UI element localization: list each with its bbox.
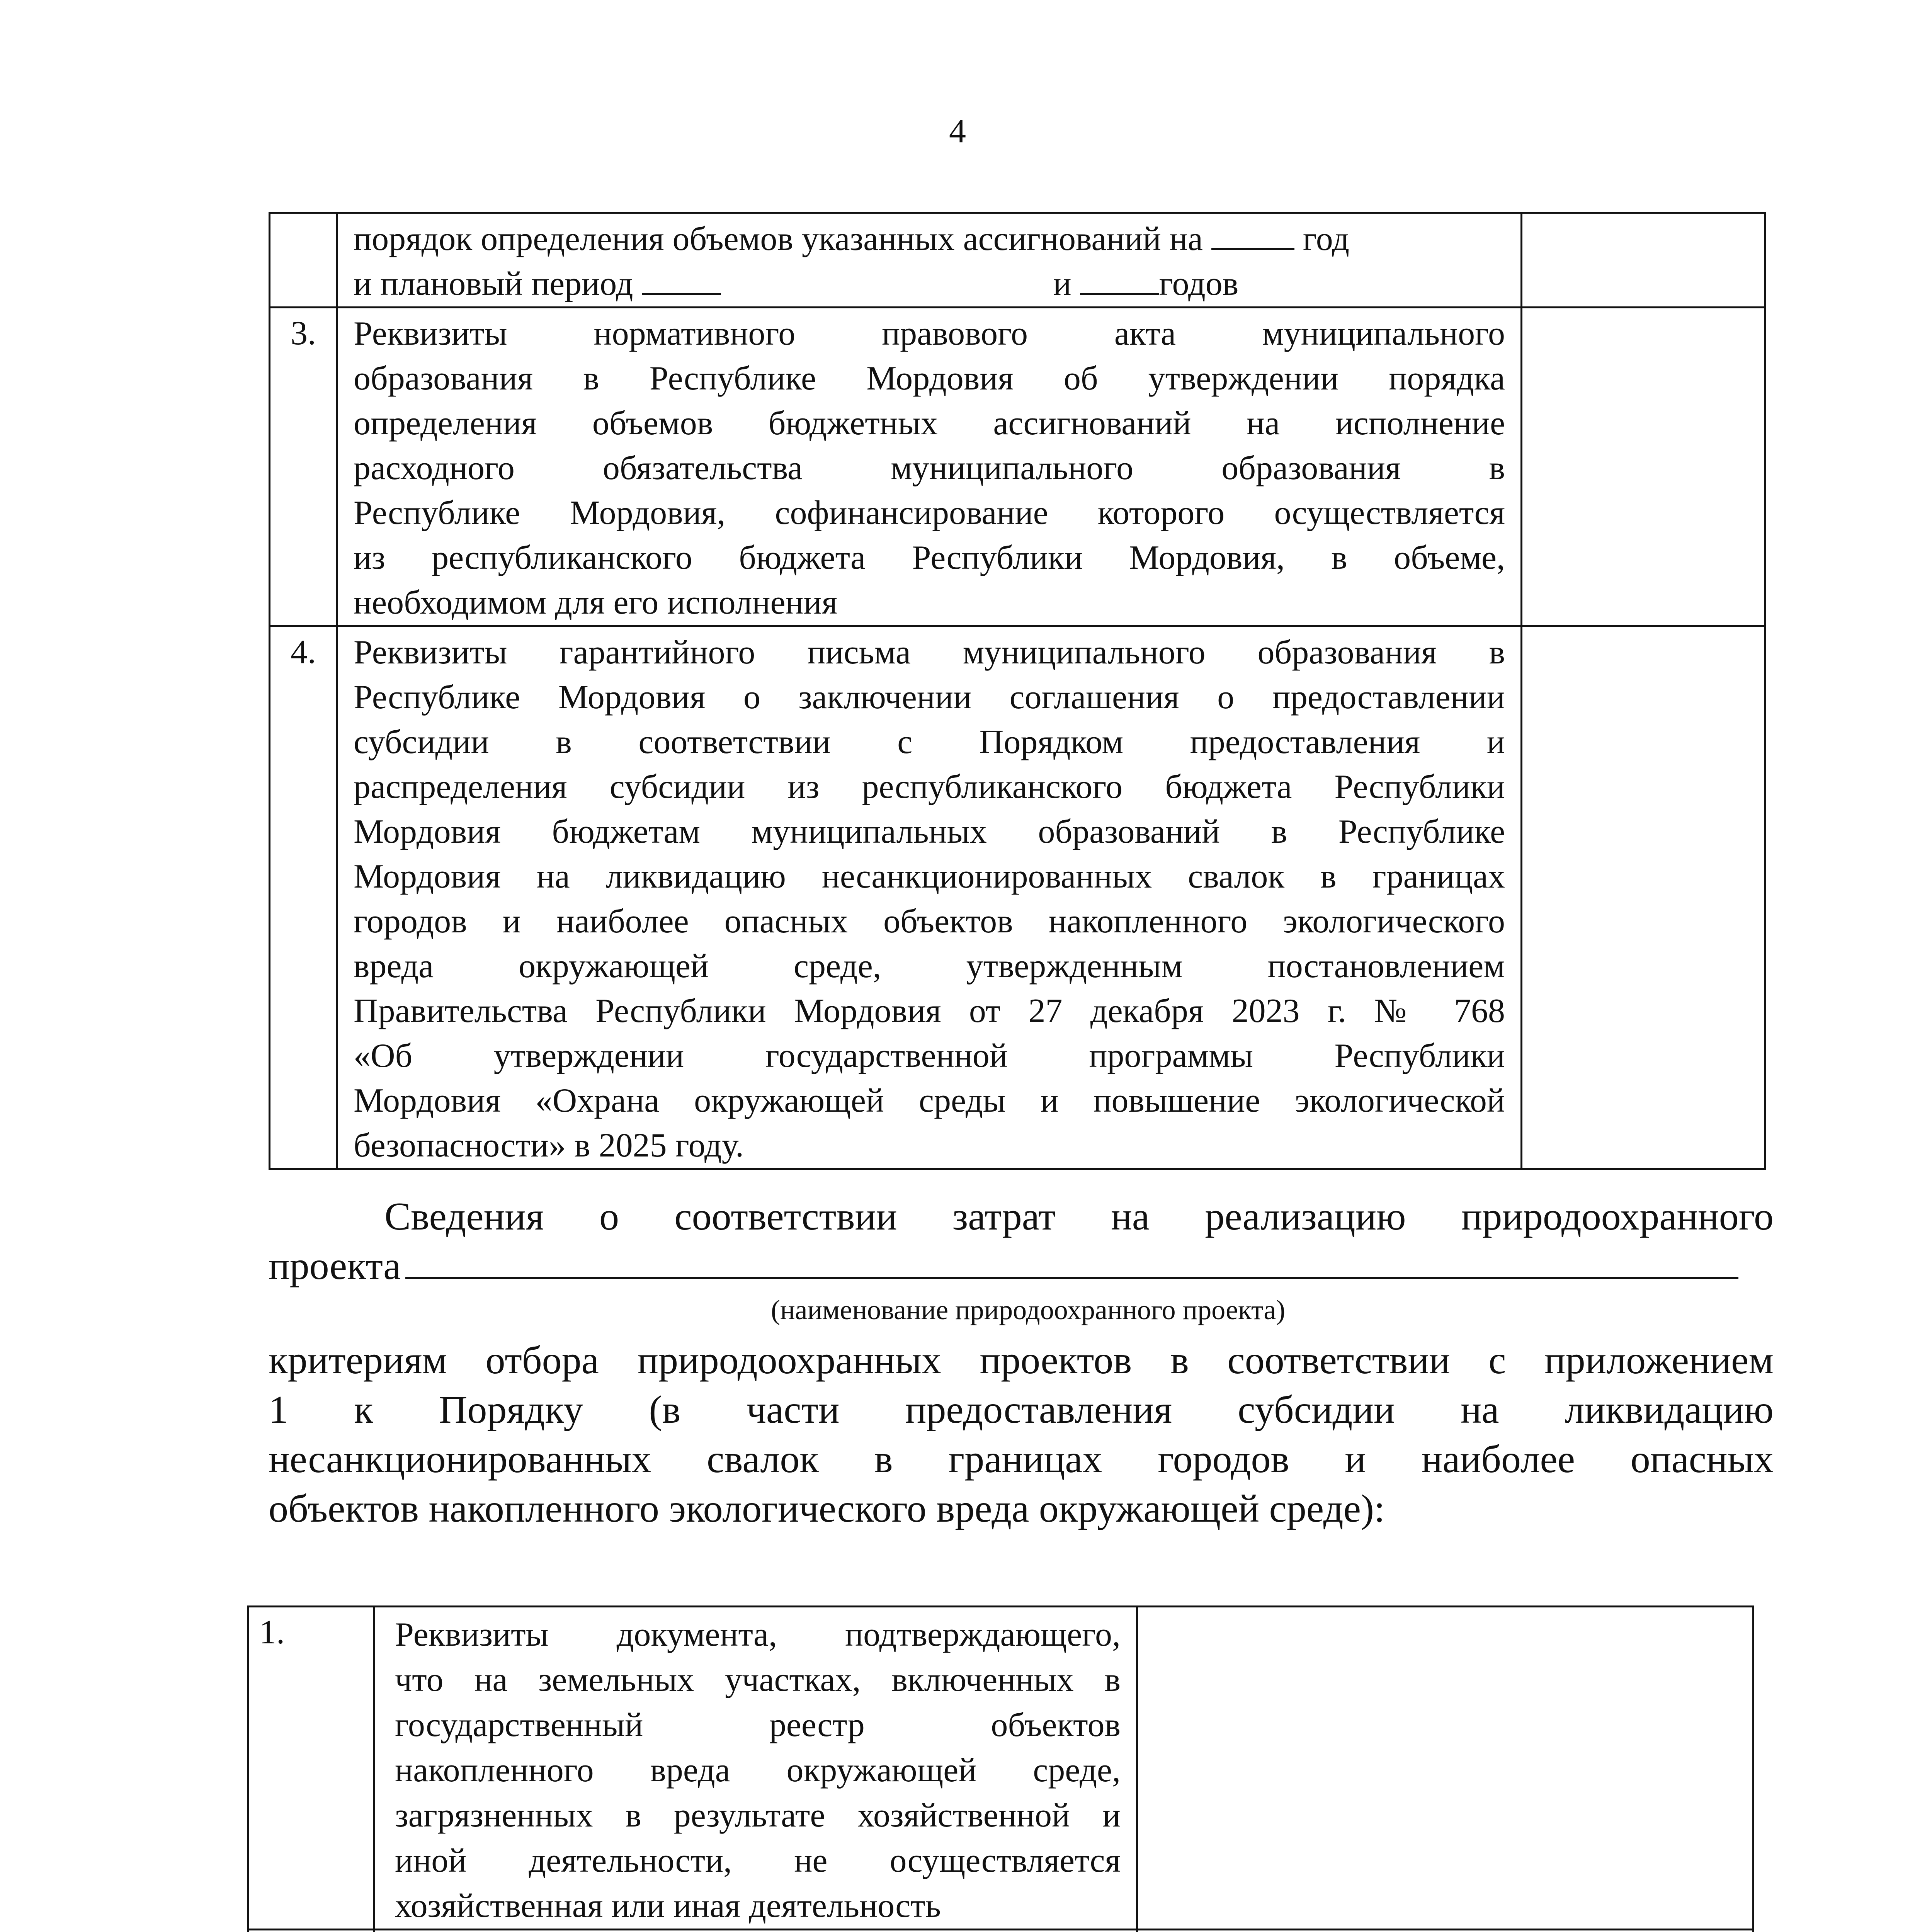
row-description-cell: [337, 626, 1522, 1169]
description-line: необходимом для его исполнения: [354, 584, 838, 621]
description-line: городов и наиболее опасных объектов накопленного экологического: [354, 903, 1505, 940]
description-line: образования в Республике Мордовия об утверждении порядка: [354, 360, 1505, 397]
description-line: безопасности» в 2025 году.: [354, 1127, 744, 1164]
description-line: Мордовия бюджетам муниципальных образований в Республике: [354, 813, 1505, 850]
row-number-cell: [248, 1930, 374, 1932]
project-name-caption: (наименование природоохранного проекта): [771, 1294, 1286, 1325]
description-line: Реквизиты документа, подтверждающего,: [395, 1616, 1121, 1653]
row-description-cell: [337, 213, 1522, 308]
description-line: субсидии в соответствии с Порядком предоставления и: [354, 723, 1505, 761]
criteria-table-2: [247, 1605, 1754, 1932]
description-line: иной деятельности, не осуществляется: [395, 1842, 1121, 1879]
row-number-cell: 1.: [248, 1607, 374, 1930]
description-line: и плановый период и годов: [354, 265, 1239, 303]
row-value-cell: [1522, 213, 1765, 308]
project-name-line: проекта: [269, 1242, 1774, 1291]
description-line: Реквизиты гарантийного письма муниципального образования в: [354, 634, 1505, 671]
description-line: накопленного вреда окружающей среде,: [395, 1752, 1121, 1789]
requisites-table-1: [269, 212, 1766, 1170]
row-description-cell: [374, 1930, 1137, 1932]
description-line: порядок определения объемов указанных ассигнований на год: [354, 220, 1350, 258]
criteria-line: несанкционированных свалок в границах городов и наиболее опасных: [269, 1437, 1774, 1481]
project-name-blank: [405, 1246, 1738, 1279]
section-heading: [269, 1192, 1774, 1534]
row-number-cell: [270, 213, 337, 308]
description-line: вреда окружающей среде, утвержденным постановлением: [354, 947, 1505, 985]
table-row: [248, 1607, 1753, 1930]
description-line: Правительства Республики Мордовия от 27 декабря 2023 г. № 768: [354, 992, 1505, 1030]
table-row: [248, 1930, 1753, 1932]
criteria-line: 1 к Порядку (в части предоставления субсидии на ликвидацию: [269, 1388, 1774, 1432]
description-line: Мордовия на ликвидацию несанкционированных свалок в границах: [354, 858, 1505, 895]
row-number-cell: 4.: [270, 626, 337, 1169]
table-row: [270, 213, 1765, 308]
table-row: [270, 308, 1765, 626]
description-line: расходного обязательства муниципального образования в: [354, 449, 1505, 487]
description-line: «Об утверждении государственной программы Республики: [354, 1037, 1505, 1075]
table-row: [270, 626, 1765, 1169]
description-line: Мордовия «Охрана окружающей среды и повышение экологической: [354, 1082, 1505, 1119]
row-description-cell: [337, 308, 1522, 626]
description-line: что на земельных участках, включенных в: [395, 1661, 1121, 1699]
row-value-cell: [1137, 1930, 1753, 1932]
row-value-cell: [1522, 308, 1765, 626]
criteria-line: критериям отбора природоохранных проектов в соответствии с приложением: [269, 1338, 1774, 1382]
year-blank: [1211, 221, 1294, 250]
period-start-blank: [642, 266, 721, 295]
row-description-cell: [374, 1607, 1137, 1930]
page-number: 4: [949, 112, 966, 150]
period-end-blank: [1080, 266, 1159, 295]
row-value-cell: [1522, 626, 1765, 1169]
criteria-paragraph: [269, 1336, 1774, 1534]
heading-line: Сведения о соответствии затрат на реализацию природоохранного: [384, 1195, 1774, 1238]
description-line: Республике Мордовия, софинансирование которого осуществляется: [354, 494, 1505, 532]
description-line: определения объемов бюджетных ассигнований на исполнение: [354, 405, 1505, 442]
row-value-cell: [1137, 1607, 1753, 1930]
description-line: хозяйственная или иная деятельность: [395, 1887, 941, 1925]
criteria-line: объектов накопленного экологического вреда окружающей среде):: [269, 1487, 1385, 1531]
description-line: Республике Мордовия о заключении соглашения о предоставлении: [354, 679, 1505, 716]
description-line: распределения субсидии из республиканского бюджета Республики: [354, 768, 1505, 806]
row-number-cell: 3.: [270, 308, 337, 626]
description-line: из республиканского бюджета Республики Мордовия, в объеме,: [354, 539, 1505, 577]
description-line: загрязненных в результате хозяйственной и: [395, 1797, 1121, 1834]
description-line: государственный реестр объектов: [395, 1706, 1121, 1744]
description-line: Реквизиты нормативного правового акта муниципального: [354, 315, 1505, 352]
